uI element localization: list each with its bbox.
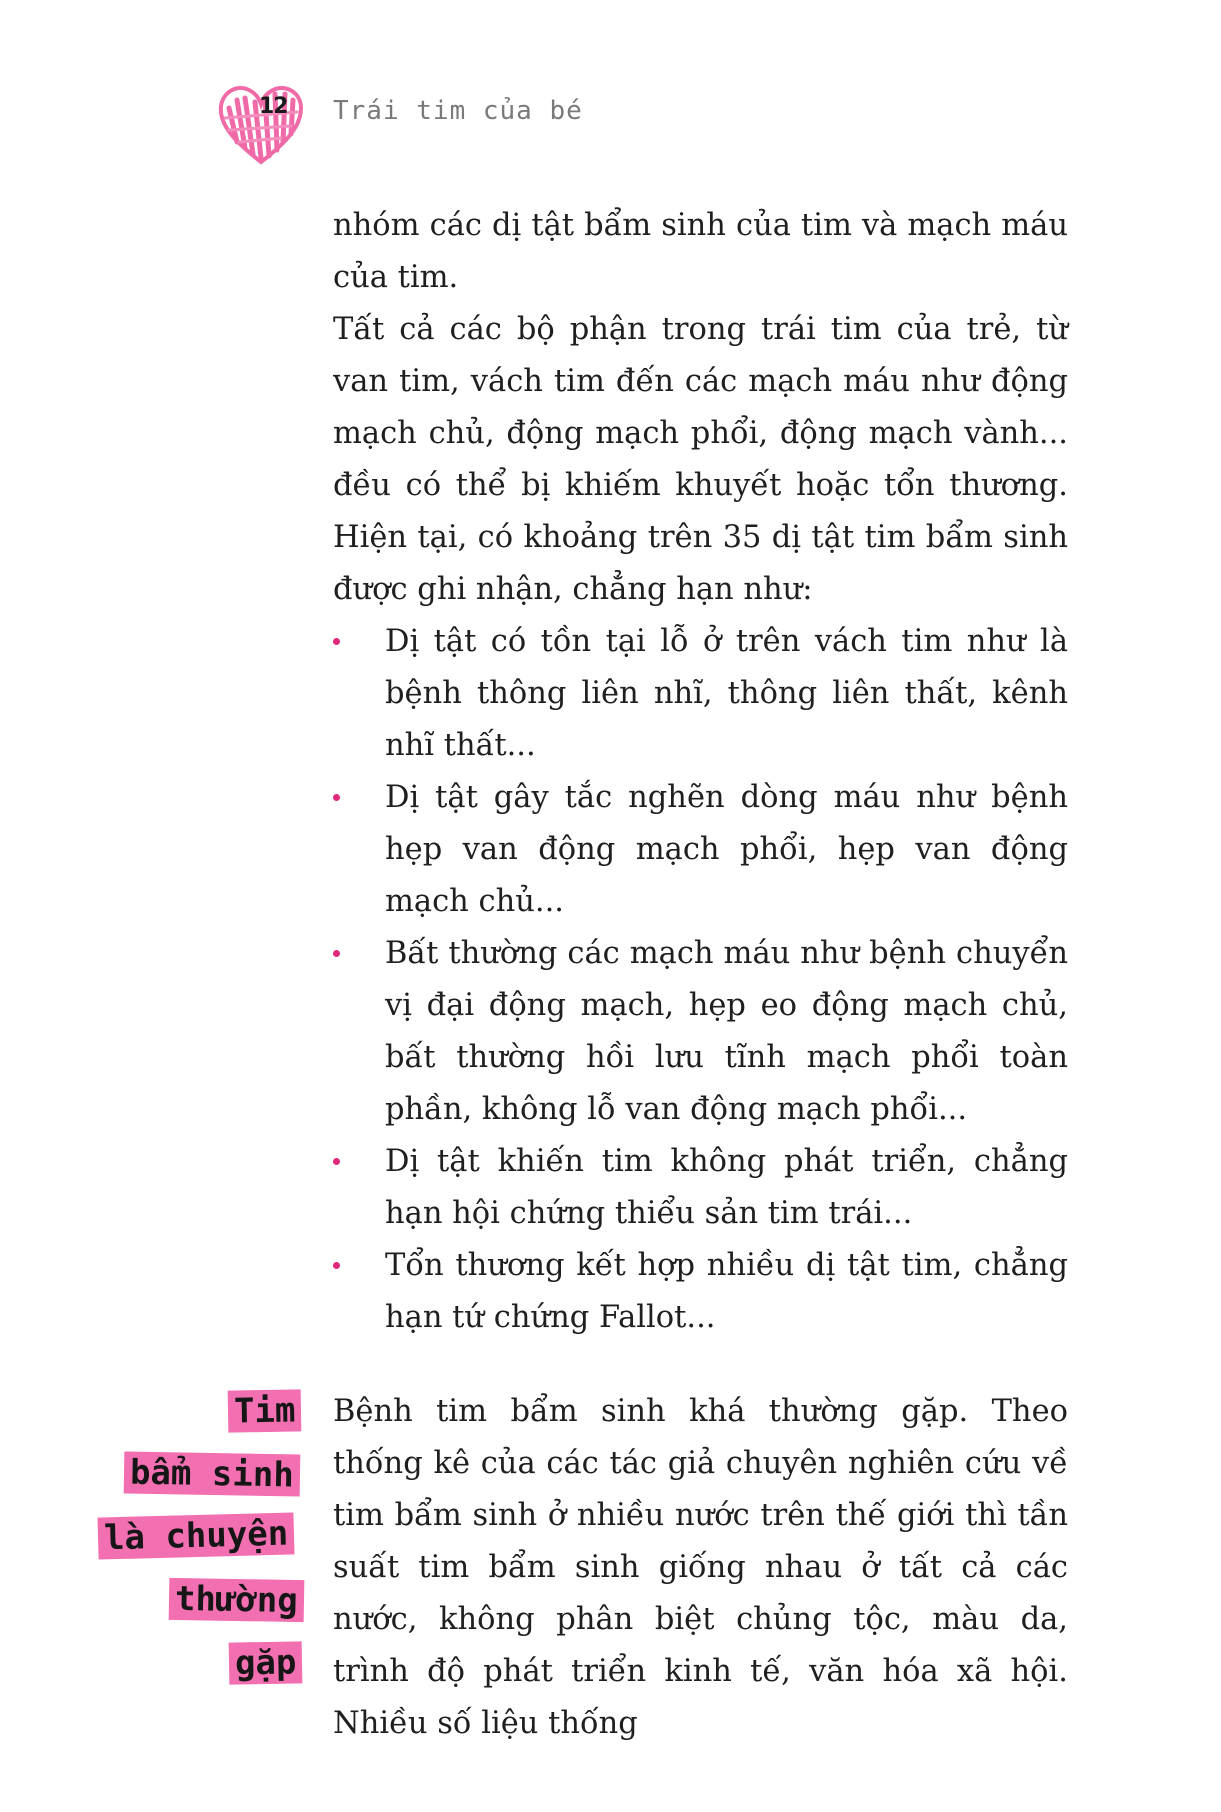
- list-item: [333, 772, 1068, 928]
- pull-quote-line: Tim: [227, 1389, 301, 1432]
- list-item: [333, 928, 1068, 1136]
- sidebar-pull-quote: [80, 1390, 310, 1710]
- bullet-dot-icon: [333, 638, 340, 645]
- bullet-dot-icon: [333, 794, 340, 801]
- pull-quote-line: là chuyện: [97, 1512, 294, 1559]
- pink-heart-icon: [215, 78, 307, 170]
- paragraph-2: Tất cả các bộ phận trong trái tim của trẻ, từ van tim, vách tim đến các mạch máu như động mạch chủ, động mạch phổi, động mạch vành... đều có thể bị khiếm khuyết hoặc tổn thương. Hiện tại, có khoảng trên 35 dị tật tim bẩm sinh được ghi nhận, chẳng hạn như:: [333, 312, 1068, 607]
- list-item: [333, 1136, 1068, 1240]
- main-text-block: [333, 200, 1068, 1344]
- pull-quote-line: thường: [169, 1578, 305, 1622]
- list-item-text: Dị tật có tồn tại lỗ ở trên vách tim như là bệnh thông liên nhĩ, thông liên thất, kênh nhĩ thất...: [385, 624, 1068, 763]
- bullet-dot-icon: [333, 1262, 340, 1269]
- page-header: [215, 78, 815, 168]
- bullet-list: [333, 616, 1068, 1344]
- page-number: 12: [259, 94, 288, 119]
- list-item: [333, 1240, 1068, 1344]
- paragraph-1: nhóm các dị tật bẩm sinh của tim và mạch máu của tim.: [333, 208, 1068, 295]
- list-item-text: Dị tật khiến tim không phát triển, chẳng hạn hội chứng thiểu sản tim trái...: [385, 1144, 1068, 1231]
- list-item: [333, 616, 1068, 772]
- bullet-dot-icon: [333, 950, 340, 957]
- list-item-text: Bất thường các mạch máu như bệnh chuyển vị đại động mạch, hẹp eo động mạch chủ, bất thường hồi lưu tĩnh mạch phổi toàn phần, không lỗ van động mạch phổi...: [385, 936, 1068, 1127]
- pull-quote-line: gặp: [228, 1641, 302, 1684]
- pull-quote-line: bẩm sinh: [124, 1451, 300, 1496]
- list-item-text: Dị tật gây tắc nghẽn dòng máu như bệnh hẹp van động mạch phổi, hẹp van động mạch chủ...: [385, 780, 1068, 919]
- paragraph-3: Bệnh tim bẩm sinh khá thường gặp. Theo thống kê của các tác giả chuyên nghiên cứu về tim bẩm sinh ở nhiều nước trên thế giới thì tần suất tim bẩm sinh giống nhau ở tất cả các nước, không phân biệt chủng tộc, màu da, trình độ phát triển kinh tế, văn hóa xã hội. Nhiều số liệu thống: [333, 1394, 1068, 1741]
- running-title: Trái tim của bé: [333, 96, 583, 126]
- bullet-dot-icon: [333, 1158, 340, 1165]
- list-item-text: Tổn thương kết hợp nhiều dị tật tim, chẳng hạn tứ chứng Fallot...: [385, 1248, 1068, 1335]
